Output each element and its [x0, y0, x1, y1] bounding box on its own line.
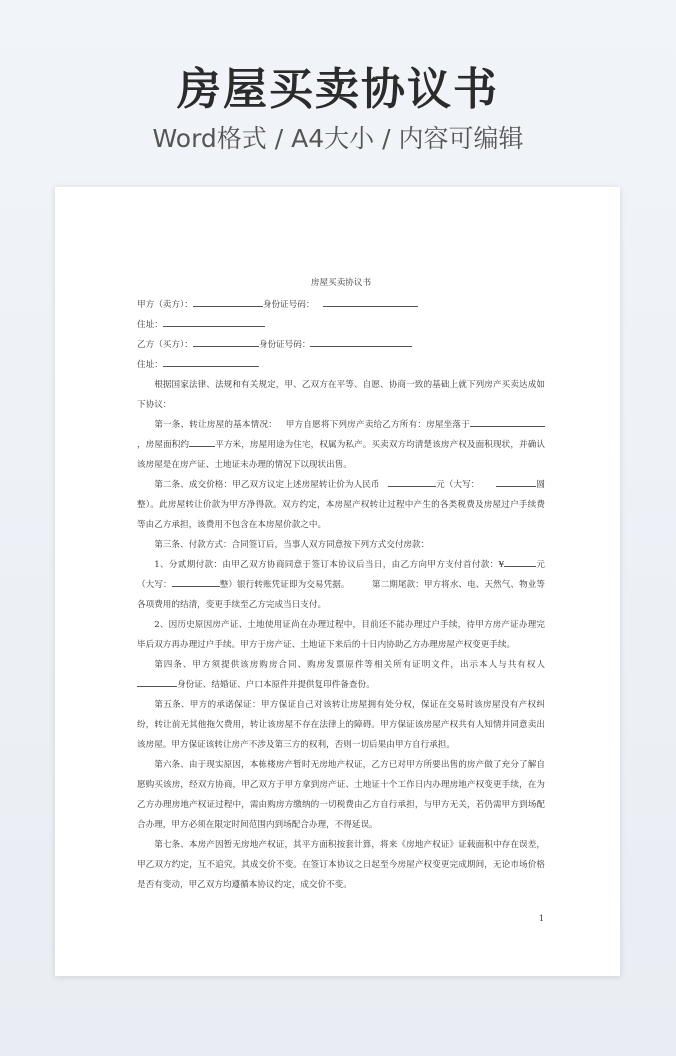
article-2-text-a: 第二条、成交价格：甲乙双方议定上述房屋转让价为人民币 [154, 480, 380, 490]
price-words-blank [496, 475, 536, 487]
preamble: 根据国家法律、法规和有关规定，甲、乙双方在平等、自愿、协商一致的基础上就下列房产买卖达成如下协议： [137, 380, 545, 410]
party-b-blank [193, 335, 259, 347]
id-label-a: 身份证号码： [262, 300, 315, 310]
article-1-text-a: 甲方自愿将下列房产卖给乙方所有：房屋坐落于 [285, 420, 470, 430]
article-4 [137, 655, 545, 695]
address-1-blank [163, 315, 265, 327]
article-3-item-1 [137, 555, 545, 615]
page-number: 1 [538, 914, 544, 923]
address-2-blank [163, 355, 259, 367]
article-4-text-b: 身份证、结婚证、户口本原件并提供复印件备查份。 [177, 680, 375, 690]
article-3-item-2: 2、因历史原因房产证、土地使用证尚在办理过程中，目前还不能办理过户手续，待甲方房产证办理完毕后双方再办理过户手续。甲方于房产证、土地证下来后的十日内协助乙方办理房屋产权变更手续。 [137, 620, 545, 650]
yen-sign: ¥ [498, 560, 505, 570]
id-label-b: 身份证号码： [258, 340, 311, 350]
party-a-blank [193, 295, 263, 307]
area-blank [189, 435, 215, 447]
banner-subtitle: Word格式 / A4大小 / 内容可编辑 [152, 124, 524, 153]
down-payment-words-blank [172, 575, 220, 587]
article-2-text-c: 圆整）。此房屋转让价款为甲方净得款。双方约定，本房屋产权转让过程中产生的各类税费及房屋过户手续费等由乙方承担，该费用不包含在本房屋价款之中。 [137, 480, 545, 530]
document-page [55, 187, 620, 976]
article-7: 第七条、本房产因暂无房地产权证，其平方面积按套计算，将来《房地产权证》证载面积中存在误差，甲乙双方约定，互不追究，其成交价不变。在签订本协议之日起至今房屋产权变更完成期间，无论市场价格是否有变动，甲乙双方均遵循本协议约定，成交价不变。 [137, 840, 545, 890]
party-b-line [137, 335, 545, 355]
article-5: 第五条、甲方的承诺保证：甲方保证自己对该转让房屋拥有处分权，保证在交易时该房屋没有产权纠纷，转让前无其他拖欠费用，转让该房屋不存在法律上的障碍。甲方保证该房屋产权共有人知情并同意卖出该房屋。甲方保证该转让房产不涉及第三方的权利，否则一切后果由甲方自行承担。 [137, 700, 545, 750]
address-label-2: 住址： [137, 360, 163, 370]
article-1-heading: 第一条、转让房屋的基本情况： [154, 420, 278, 430]
document-title: 房屋买卖协议书 [310, 278, 372, 288]
article-4-text-a: 第四条、甲方须提供该房购房合同、购房发票原件等相关所有证明文件，出示本人与共有权人 [154, 660, 545, 670]
article-1-text-b: ，房屋面积约 [137, 440, 190, 450]
article-3-item-1-text-b: 元（大写： [137, 560, 545, 590]
address-line-1 [137, 315, 545, 335]
article-1 [137, 415, 545, 475]
address-label-1: 住址： [137, 320, 163, 330]
document-body [137, 273, 545, 895]
party-b-label: 乙方（买方）： [137, 340, 193, 350]
location-blank [470, 415, 545, 427]
article-2 [137, 475, 545, 535]
id-a-blank [323, 295, 418, 307]
article-1-text-c: 平方米，房屋用途为住宅，权属为私产。买卖双方均清楚该房产权及面积现状，并确认该房屋是在房产证、土地证未办理的情况下以现状出售。 [137, 440, 545, 470]
banner-title: 房屋买卖协议书 [177, 64, 499, 115]
party-a-line [137, 295, 545, 315]
article-3-item-1-text-a: 1、分贰期付款：由甲乙双方协商同意于签订本协议后当日，由乙方向甲方支付首付款： [154, 560, 499, 570]
down-payment-blank [504, 555, 536, 567]
price-blank [388, 475, 436, 487]
article-3: 第三条、付款方式：合同签订后，当事人双方同意按下列方式交付房款： [154, 540, 430, 550]
article-3-item-1-text-d: 第二期尾款：甲方将水、电、天然气、物业等各项费用的结清，变更手续至乙方完成当日支付。 [137, 580, 545, 610]
party-a-label: 甲方（卖方）： [137, 300, 193, 310]
id-b-blank [310, 335, 412, 347]
article-3-item-1-text-c: 整）银行转账凭证即为交易凭据。 [219, 580, 350, 590]
article-6: 第六条、由于现实原因，本栋楼房产暂时无房地产权证，乙方已对甲方所要出售的房产做了充分了解自愿购买该房，经双方协商，甲乙双方于甲方拿到房产证、土地证十个工作日内办理房地产权变更手续，在为乙方办理房地产权证过程中，需由购房方缴纳的一切税费由乙方自行承担，与甲方无关，若仍需甲方到场配合办理，甲方必须在限定时间范围内到场配合办理，不得延误。 [137, 760, 545, 830]
address-line-2 [137, 355, 545, 375]
article-2-text-b: 元（大写： [436, 480, 480, 490]
co-owner-blank [137, 675, 177, 687]
